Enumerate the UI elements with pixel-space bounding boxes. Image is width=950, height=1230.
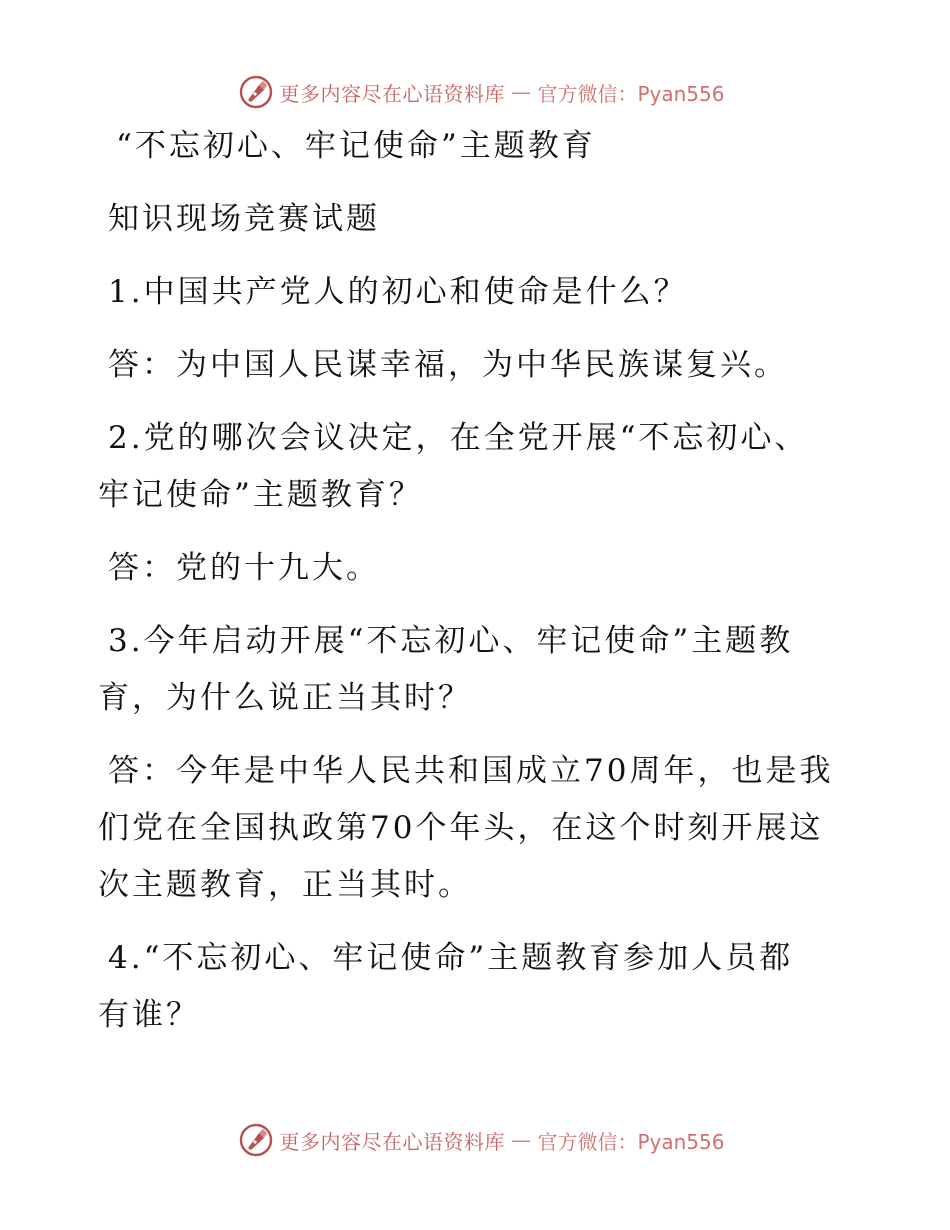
question-2-line-2: 牢记使命”主题教育？	[98, 477, 423, 513]
document-title: “不忘初心、牢记使命”主题教育	[116, 128, 596, 164]
question-2-line-1: 2.党的哪次会议决定，在全党开展“不忘初心、	[108, 420, 809, 456]
question-4-line-1: 4.“不忘初心、牢记使命”主题教育参加人员都	[108, 940, 794, 976]
header-watermark	[0, 72, 950, 112]
watermark-separator: —	[510, 1128, 532, 1152]
answer-3-line-2: 们党在全国执政第70个年头，在这个时刻开展这	[98, 810, 824, 846]
watermark-text: 更多内容尽在心语资料库	[279, 1129, 505, 1154]
watermark-group	[239, 75, 724, 109]
watermark-group	[239, 1123, 724, 1157]
document-subtitle: 知识现场竞赛试题	[108, 201, 380, 237]
question-3-line-1: 3.今年启动开展“不忘初心、牢记使命”主题教	[108, 623, 794, 659]
answer-2: 答：党的十九大。	[108, 550, 380, 586]
answer-3-line-3: 次主题教育，正当其时。	[98, 867, 472, 903]
watermark-separator: —	[510, 80, 532, 104]
answer-3-line-1: 答：今年是中华人民共和国成立70周年，也是我	[108, 753, 834, 789]
question-1: 1.中国共产党人的初心和使命是什么？	[108, 274, 688, 310]
watermark-wechat: 官方微信：Pyan556	[537, 81, 725, 106]
document-body	[98, 118, 858, 1044]
answer-1: 答：为中国人民谋幸福，为中华民族谋复兴。	[108, 347, 788, 383]
pen-nib-logo-icon	[239, 75, 273, 109]
question-4-line-2: 有谁？	[98, 997, 200, 1033]
pen-nib-logo-icon	[239, 1123, 273, 1157]
footer-watermark	[0, 1120, 950, 1160]
watermark-text: 更多内容尽在心语资料库	[279, 81, 505, 106]
watermark-wechat: 官方微信：Pyan556	[537, 1129, 725, 1154]
question-3-line-2: 育，为什么说正当其时？	[98, 680, 472, 716]
